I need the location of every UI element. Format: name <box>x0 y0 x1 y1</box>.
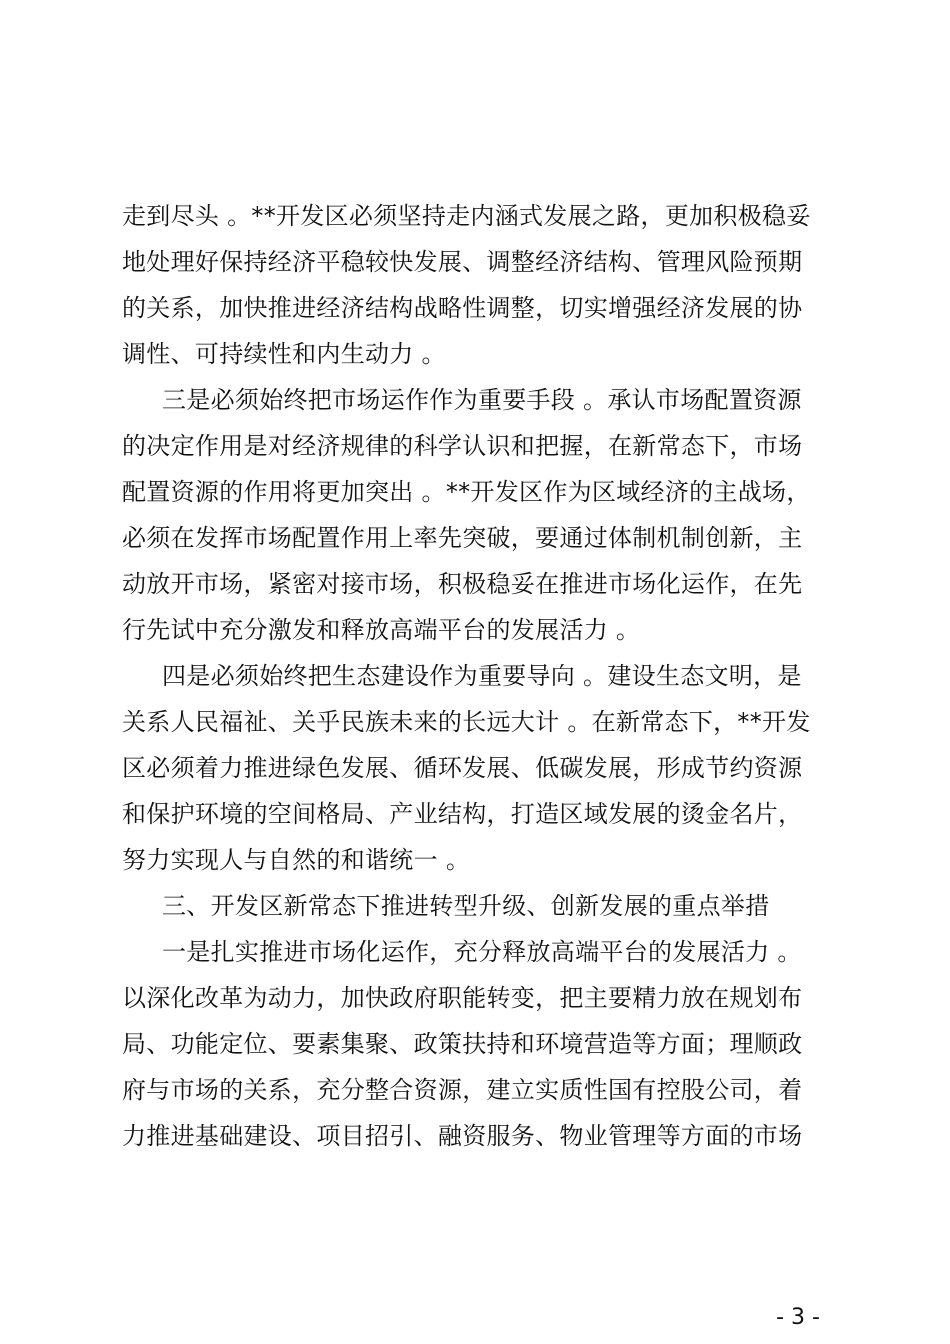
text-line-15: 努力实现人与自然的和谐统一 。 <box>122 846 471 874</box>
text-line-9: 动放开市场，紧密对接市场，积极稳妥在推进市场化运作，在先 <box>122 570 803 598</box>
text-line-8: 必须在发挥市场配置作用上率先突破，要通过体制机制创新，主 <box>122 524 803 552</box>
text-line-18: 以深化改革为动力，加快政府职能转变，把主要精力放在规划布 <box>122 984 803 1012</box>
section-heading: 三、开发区新常态下推进转型升级、创新发展的重点举措 <box>162 892 770 920</box>
text-line-12: 关系人民福祉、关乎民族未来的长远大计 。在新常态下，**开发 <box>122 708 811 736</box>
text-line-10: 行先试中充分激发和释放高端平台的发展活力 。 <box>122 616 641 644</box>
text-line-3: 的关系，加快推进经济结构战略性调整，切实增强经济发展的协 <box>122 294 803 322</box>
text-line-4: 调性、可持续性和内生动力 。 <box>122 340 446 368</box>
text-line-13: 区必须着力推进绿色发展、循环发展、低碳发展，形成节约资源 <box>122 754 803 782</box>
text-line-7: 配置资源的作用将更加突出 。**开发区作为区域经济的主战场， <box>122 478 811 506</box>
text-line-19: 局、功能定位、要素集聚、政策扶持和环境营造等方面；理顺政 <box>122 1030 803 1058</box>
text-line-17: 一是扎实推进市场化运作，充分释放高端平台的发展活力 。 <box>162 938 802 966</box>
text-line-6: 的决定作用是对经济规律的科学认识和把握，在新常态下，市场 <box>122 432 803 460</box>
text-line-11: 四是必须始终把生态建设作为重要导向 。建设生态文明，是 <box>162 662 802 690</box>
text-line-2: 地处理好保持经济平稳较快发展、调整经济结构、管理风险预期 <box>122 248 803 276</box>
text-line-21: 力推进基础建设、项目招引、融资服务、物业管理等方面的市场 <box>122 1122 803 1150</box>
text-line-5: 三是必须始终把市场运作作为重要手段 。承认市场配置资源 <box>162 386 802 414</box>
text-line-14: 和保护环境的空间格局、产业结构，打造区域发展的烫金名片， <box>122 800 803 828</box>
page-number: - 3 - <box>776 1305 820 1330</box>
text-line-20: 府与市场的关系，充分整合资源，建立实质性国有控股公司，着 <box>122 1076 803 1104</box>
text-line-1: 走到尽头 。**开发区必须坚持走内涵式发展之路，更加积极稳妥 <box>122 202 811 230</box>
